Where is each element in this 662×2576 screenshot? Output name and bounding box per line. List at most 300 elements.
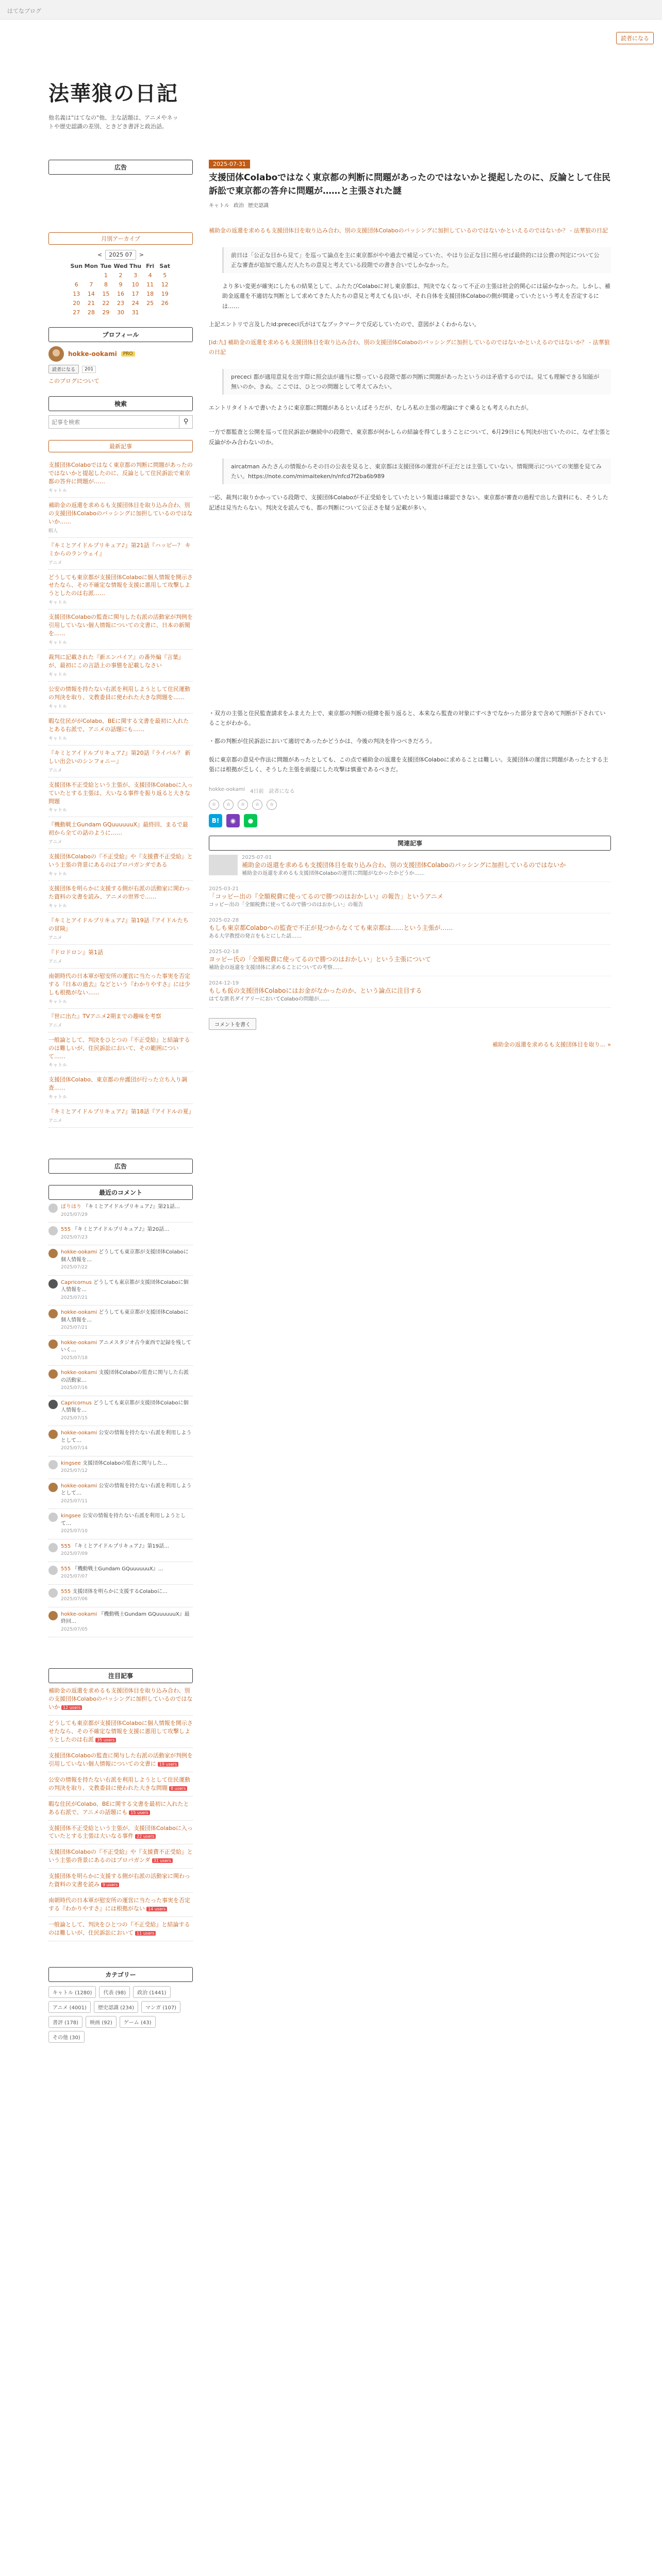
comment-text [61, 1279, 193, 1302]
comment-item[interactable] [48, 1396, 193, 1427]
pocket-icon[interactable]: ◉ [226, 814, 240, 827]
article-date[interactable]: 2025-07-31 [209, 160, 250, 168]
category-tag[interactable]: 書評 (178) [48, 2016, 82, 2028]
popular-entry-text[interactable]: 支援団体不正受給という主張が、支援団体Colaboに入っていたとする主張は大いなる事件 [48, 1824, 193, 1840]
commenter-avatar [48, 1340, 58, 1349]
bookmark-count-badge[interactable]: 35 users [95, 1738, 116, 1742]
comment-date: 2025/07/06 [61, 1597, 88, 1602]
recent-entry[interactable] [48, 538, 193, 570]
star-row [209, 800, 611, 810]
comment-date: 2025/07/23 [61, 1234, 88, 1240]
recent-entry[interactable] [48, 714, 193, 745]
related-title-link[interactable]: 「コッピー出の『全額税費に使ってるので勝つのはおかしい』の報告」というアニメ [209, 893, 443, 901]
category-widget [48, 1967, 193, 2043]
comment-item[interactable] [48, 1245, 193, 1276]
popular-entry-title[interactable] [48, 1752, 193, 1768]
calendar-day[interactable]: 28 [87, 309, 95, 316]
popular-entry-text[interactable]: 支援団体Colaboの監査に関与した右派の活動家が判例を引用していない個人情報についての文書に [48, 1752, 193, 1767]
recent-entry-category: アニメ [48, 1118, 62, 1124]
bookmark-count-badge[interactable]: 11 users [135, 1931, 156, 1936]
related-item[interactable] [209, 851, 611, 882]
commenter-name[interactable]: kingsee [61, 1460, 81, 1466]
comment-item[interactable] [48, 1223, 193, 1245]
comment-item[interactable] [48, 1539, 193, 1562]
recent-entry-title[interactable]: 支援団体Colaboの『不正受給』や『支援費不正受給』という主張の背景にあるのはプロパガンダである [48, 853, 193, 869]
popular-entry-text[interactable]: 南朝時代の日本軍が慰安所の運営に当たった事実を否定する『わかりやすさ』には根拠がない [48, 1897, 190, 1912]
commenter-name[interactable]: hokke-ookami [61, 1611, 97, 1617]
ad-space [48, 175, 193, 221]
related-item[interactable] [209, 945, 611, 976]
recent-entry-title[interactable]: 『機動戦士Gundam GQuuuuuuX』最終回、まるで最初から全ての話のように…… [48, 821, 188, 837]
comment-target[interactable]: 公安の情報を持たない右派を利用しようとして… [61, 1430, 192, 1444]
comment-text [61, 1566, 163, 1581]
popular-entry[interactable] [48, 1893, 193, 1917]
recent-entry-category: キャトル [48, 808, 68, 814]
popular-entry-title[interactable] [48, 1719, 193, 1744]
recent-entry-title[interactable]: 支援団体Colabo、東京都の弁護団が行った立ち入り調査…… [48, 1076, 187, 1092]
calendar-day[interactable]: 31 [131, 309, 139, 316]
commenter-name[interactable]: hokke-ookami [61, 1483, 97, 1489]
recent-entry[interactable] [48, 881, 193, 913]
comment-item[interactable] [48, 1456, 193, 1479]
commenter-name[interactable]: 555 [61, 1543, 71, 1549]
blockquote-2: prececi 都が適用意見を出す際に照会法が適当に整っている段階で都の判断に問題があったというのは矛盾するのでは。見ても理解できる知能が無いのか、きぬ。ここでは、ひとつの問題として考えてみたい。 [222, 369, 611, 395]
calendar-day[interactable]: 18 [146, 291, 154, 297]
comment-item[interactable] [48, 1562, 193, 1585]
profile-widget [48, 327, 193, 385]
popular-entry-title[interactable] [48, 1824, 193, 1841]
comment-text [61, 1430, 193, 1452]
article-tag[interactable]: 歴史認識 [248, 203, 269, 209]
calendar-day[interactable]: 14 [87, 291, 95, 297]
commenter-avatar [48, 1611, 58, 1620]
calendar-day[interactable]: 4 [148, 272, 152, 279]
recent-entry[interactable] [48, 817, 193, 849]
follow-row [48, 365, 193, 374]
popular-entry-text[interactable]: 公安の情報を持たない右派を利用しようとして住民運動の判決を取り、文教委員に使われた大きな問題 [48, 1776, 190, 1791]
comment-target[interactable]: 『機動戦士Gundam GQuuuuuuX』… [72, 1566, 163, 1572]
paragraph-4: エントリタイトルで書いたように東京都に問題があるといえばそうだが、むしろ私の主張の理論にすぐ乗るとも考えられたが。 [209, 404, 532, 412]
popular-entry[interactable] [48, 1772, 193, 1797]
recent-entry[interactable] [48, 1072, 193, 1104]
ad-widget-2 [48, 1159, 193, 1174]
related-item[interactable] [209, 976, 611, 1008]
paragraph-2: 上記エントリで言及したid:prececi氏がはてなブックマークで反応していたので、意図がよくわからない。 [209, 320, 480, 328]
recent-entry-title[interactable]: 『ドロドロン』第1話 [48, 948, 103, 956]
meta-author[interactable]: hokke-ookami [209, 787, 245, 793]
category-tag[interactable]: 政治 (1441) [133, 1986, 170, 1998]
calendar-day[interactable]: 19 [161, 291, 169, 297]
comment-text [61, 1588, 168, 1603]
recent-entry-title[interactable]: 支援団体Colaboの監査に関与した右派の活動家が判例を引用していない個人情報についての文書に、日本の新聞を…… [48, 614, 193, 637]
comment-target[interactable]: 公安の情報を持たない右派を利用しようとして… [61, 1483, 192, 1497]
weekday-label: Thu [129, 263, 142, 269]
commenter-name[interactable]: Capricornus [61, 1400, 92, 1406]
comment-item[interactable] [48, 1306, 193, 1336]
related-thumbnail[interactable] [209, 855, 238, 875]
comment-text [61, 1460, 167, 1475]
next-month-icon[interactable]: > [139, 251, 144, 258]
recent-entry-title[interactable]: 『キミとアイドルプリキュア♪』第18話『アイドルの夏』 [48, 1108, 194, 1115]
recent-entry-title[interactable]: 支援団体を明らかに支援する側が右派の活動家に関わった資料の文書を読み、アニメの世界で…… [48, 885, 190, 901]
comment-item[interactable] [48, 1607, 193, 1638]
recent-entry-title[interactable]: 『キミとアイドルプリキュア♪』第19話『アイドルたちの冒険』 [48, 917, 189, 932]
popular-entry-text[interactable]: 一般論として、判決をひとつの『不正受給』と結論するのは難しいが、住民訴訟において [48, 1921, 190, 1936]
recent-entry-title[interactable]: 公安の情報を持たない右派を利用しようとして住民運動の判決を取り、文教委員に使われた大きな問題を…… [48, 686, 190, 701]
commenter-name[interactable]: hokke-ookami [61, 1430, 97, 1436]
bookmark-count-badge[interactable]: 22 users [135, 1834, 156, 1839]
category-tag[interactable]: キャトル (1280) [48, 1986, 96, 1998]
commenter-avatar [48, 1369, 58, 1379]
category-tag[interactable]: ゲーム (43) [120, 2016, 156, 2028]
comment-target[interactable]: どうしても東京都が支援団体Colaboに個人情報を… [61, 1249, 189, 1263]
weekday-label: Mon [84, 263, 98, 269]
comment-date: 2025/07/11 [61, 1498, 88, 1504]
comment-text [61, 1309, 193, 1332]
recent-entries-list [48, 457, 193, 1128]
recent-entry[interactable] [48, 1009, 193, 1032]
related-item[interactable] [209, 882, 611, 913]
calendar-day[interactable]: 26 [161, 300, 169, 307]
comment-target[interactable]: 『キミとアイドルプリキュア♪』第20話… [72, 1227, 170, 1233]
recent-entry-category: キャトル [48, 704, 68, 709]
about-blog-link[interactable]: このブログについて [48, 378, 100, 384]
calendar-day[interactable]: 2 [119, 272, 123, 279]
comment-target[interactable]: 『機動戦士Gundam GQuuuuuuX』最終回… [61, 1611, 190, 1625]
site-description: 他名義は"はてなの"他、主な話題は、アニメやネットや歴史認識の差別、ときどき書評と政治話。 [48, 114, 178, 130]
article-tag[interactable]: キャトル [209, 203, 229, 209]
comment-target[interactable]: 『キミとアイドルプリキュア♪』第19話… [72, 1543, 170, 1549]
paragraph-5: 一方で都監査と公開を巡って住民訴訟が継続中の段階で、東京都が何かしらの結論を得てしまうことについて、6月29日にも判決が出ていたのに、なぜ主張と反論がかみ合わないのか。 [209, 429, 611, 446]
comment-target[interactable]: どうしても東京都が支援団体Colaboに個人情報を… [61, 1310, 189, 1323]
comment-item[interactable] [48, 1509, 193, 1539]
comment-date: 2025/07/14 [61, 1446, 88, 1451]
write-comment-button[interactable]: コメントを書く [209, 1018, 256, 1030]
bookmark-count-badge[interactable]: 14 users [146, 1907, 167, 1911]
commenter-name[interactable]: hokke-ookami [61, 1340, 97, 1346]
comment-date: 2025/07/21 [61, 1295, 88, 1300]
bookmark-count-badge[interactable]: 9 users [101, 1883, 119, 1887]
search-icon[interactable]: ⚲ [179, 415, 193, 429]
comment-date: 2025/07/15 [61, 1415, 88, 1421]
calendar-day[interactable]: 16 [117, 291, 124, 297]
calendar [69, 250, 172, 316]
commenter-name[interactable]: ぽりほり [61, 1204, 81, 1210]
popular-entry-title[interactable] [48, 1848, 193, 1865]
popular-entry-title[interactable] [48, 1687, 193, 1711]
subscribe-button[interactable]: 読者になる [616, 32, 654, 44]
month-select[interactable]: 2025 07 [105, 250, 136, 260]
prev-month-icon[interactable]: < [97, 251, 103, 258]
comment-item[interactable] [48, 1366, 193, 1396]
recent-entry-category: キャトル [48, 1063, 68, 1069]
article-title[interactable]: 支援団体Colaboではなく東京都の判断に問題があったのではないかと提起したのに、反論として住民訴訟で東京都の答弁に問題が……と主張された謎 [209, 173, 611, 196]
recent-title: 最新記事 [48, 440, 193, 452]
profile-title: プロフィール [48, 327, 193, 342]
site-title[interactable]: 法華狼の日記 [48, 81, 178, 106]
calendar-day[interactable]: 13 [73, 291, 80, 297]
category-tag[interactable]: 歴史認識 (234) [94, 2001, 138, 2013]
related-item[interactable] [209, 913, 611, 945]
category-tag[interactable]: マンガ (107) [141, 2001, 180, 2013]
pro-badge: PRO [121, 351, 135, 357]
category-tag[interactable]: 代表 (98) [99, 1986, 130, 1998]
calendar-day[interactable]: 10 [131, 281, 139, 288]
recent-entry[interactable] [48, 913, 193, 945]
line-icon[interactable]: ● [244, 814, 257, 827]
popular-entry-title[interactable] [48, 1776, 193, 1792]
popular-entry-text[interactable]: どうしても東京都が支援団体Colaboに個人情報を開示させたなら、その不確定な情報を支援に悪用して攻撃しようとしたのは右派 [48, 1720, 193, 1743]
recent-entry-title[interactable]: 支援団体Colaboではなく東京都の判断に問題があったのではないかと提起したのに、反論として住民訴訟で東京都の答弁に問題が…… [48, 462, 193, 485]
comment-text [61, 1226, 169, 1241]
recent-entry-title[interactable]: 『キミとアイドルプリキュア♪』第20話『ライバル？ 新しい出会いのシンフォニー』 [48, 749, 191, 765]
popular-entry[interactable] [48, 1917, 193, 1941]
related-list [209, 851, 611, 1008]
calendar-day[interactable]: 11 [146, 281, 154, 288]
commenter-avatar [48, 1204, 58, 1213]
commenter-name[interactable]: kingsee [61, 1513, 81, 1519]
recent-entry-title[interactable]: 南朝時代の日本軍が慰安所の運営に当たった事実を否定する『日本の過去』などという『わかりやすさ』には少しも根拠がない…… [48, 972, 190, 996]
related-snippet: 補助金の返還を支援団体に求めることについての考察…… [209, 965, 343, 971]
recent-entry-title[interactable]: 『世に出た』TVアニメ2期までの趣味を考察 [48, 1012, 161, 1020]
recent-entry[interactable] [48, 457, 193, 498]
recent-entry[interactable] [48, 1032, 193, 1073]
bookmark-count-badge[interactable]: 12 users [61, 1705, 82, 1710]
article-tag[interactable]: 政治 [234, 203, 244, 209]
comment-target[interactable]: 支援団体Colaboの監査に関与した… [82, 1460, 168, 1466]
commenter-name[interactable]: hokke-ookami [61, 1370, 97, 1376]
category-tag[interactable]: その他 (30) [48, 2031, 85, 2043]
recent-entry[interactable] [48, 650, 193, 682]
comment-target[interactable]: 支援団体Colaboの監査に関与した右派の活動家… [61, 1370, 189, 1383]
calendar-day[interactable]: 29 [102, 309, 110, 316]
comment-date: 2025/07/18 [61, 1355, 88, 1361]
popular-entry[interactable] [48, 1821, 193, 1845]
calendar-day[interactable]: 8 [104, 281, 108, 288]
paragraph-8: ・双方の主張と住民監査請求をふまえた上で、東京都の判断の経緯を振り返ると、本来なら監査の対象にすべきでなかった部分まで含めて判断が下されていることがわかる。 [209, 709, 606, 727]
category-tag[interactable]: アニメ (4001) [48, 2001, 91, 2013]
comment-item[interactable] [48, 1585, 193, 1607]
recent-entry[interactable] [48, 969, 193, 1009]
star-icon[interactable]: ☆ [209, 800, 219, 810]
comment-target[interactable]: 『キミとアイドルプリキュア♪』第21話… [83, 1204, 180, 1210]
next-entry-link[interactable]: 補助金の返還を求めるも支援団体目を取り… » [492, 1041, 611, 1048]
popular-entry-text[interactable]: 補助金の返還を求めるも支援団体目を取り込み合わ、別の支援団体Colaboのバッシングに加担しているのではないか [48, 1687, 193, 1711]
recent-entry-category: アニメ [48, 768, 62, 773]
recent-entry-category: アニメ [48, 959, 62, 964]
recent-entry[interactable] [48, 682, 193, 714]
star-icon[interactable]: ☆ [267, 800, 277, 810]
comment-target[interactable]: 公安の情報を持たない右派を利用しようとして… [61, 1513, 186, 1527]
calendar-day[interactable]: 7 [89, 281, 93, 288]
search-title: 検索 [48, 396, 193, 411]
recent-entry-category: アニメ [48, 1023, 62, 1028]
popular-entry-text[interactable]: 支援団体Colaboの『不正受給』や『支援費不正受給』という主張の背景にあるのはプロパガンダ [48, 1849, 193, 1864]
comment-item[interactable] [48, 1479, 193, 1510]
commenter-avatar [48, 1309, 58, 1318]
related-title-link[interactable]: ヨッピー氏の「全額税費に使ってるので勝つのはおかしい」という主張について [209, 956, 432, 963]
commenter-name[interactable]: Capricornus [61, 1279, 92, 1285]
recent-entry-category: 暇人 [48, 528, 58, 534]
commenter-avatar [48, 1460, 58, 1469]
sidebar [48, 160, 193, 2054]
commenter-name[interactable]: hokke-ookami [61, 1249, 97, 1256]
weekday-label: Wed [113, 263, 128, 269]
calendar-day[interactable]: 27 [73, 309, 80, 316]
related-date: 2025-07-01 [242, 855, 272, 861]
blockquote-1: 前日は「公正な目から見て」を巡って論点を主に東京都がやや過去で補足っていた、やはり公正な目に照らせば最終的には公費の判定について公正な審査が追加で進んだ人たちの意見と考えている段階での書き合いでしかなかった。 [222, 247, 611, 274]
comment-item[interactable] [48, 1426, 193, 1456]
recent-entry-category: アニメ [48, 560, 62, 566]
recent-entry[interactable] [48, 1104, 193, 1128]
related-title-link[interactable]: もしも仮の支援団体Colaboにはお金がなかったのか、という論点に注目する [209, 987, 422, 995]
article-lead-link[interactable]: 補助金の返還を求めるも支援団体目を取り込み合わ、別の支援団体Colaboのバッシングに加担しているのではないかといえるのではないか？ - 法華狼の日記 [209, 227, 608, 234]
paragraph-3-link[interactable]: [id:九] 補助金の返還を求めるも支援団体目を取り込み合わ、別の支援団体Colaboのバッシングに加担しているのではないかといえるのではないか？ - 法華狼の日記 [209, 339, 610, 356]
commenter-name[interactable]: 555 [61, 1566, 71, 1572]
star-icon[interactable]: ☆ [223, 800, 234, 810]
recent-entry-title[interactable]: 支援団体不正受給という主張が、支援団体Colaboに入っていたとする主張は、大いなる事件を振り返ると大きな問題 [48, 781, 193, 805]
comment-item[interactable] [48, 1200, 193, 1223]
related-title-link[interactable]: 補助金の返還を求めるも支援団体目を取り込み合わ、別の支援団体Colaboのバッシングに加担しているのではないか [242, 861, 566, 869]
bookmark-count-badge[interactable]: 19 users [158, 1762, 178, 1767]
bookmark-count-badge[interactable]: 8 users [169, 1786, 187, 1791]
meta-time[interactable]: 4日前 [250, 789, 264, 795]
comment-date: 2025/07/12 [61, 1468, 88, 1474]
related-snippet: コッピー出の「全額税費に使ってるので勝つのはおかしい」の報告 [209, 902, 363, 908]
calendar-day[interactable]: 3 [134, 272, 138, 279]
calendar-day[interactable]: 30 [117, 309, 124, 316]
popular-entry[interactable] [48, 1716, 193, 1748]
popular-entries-list [48, 1683, 193, 1941]
calendar-nav [69, 250, 172, 260]
related-date: 2025-02-18 [209, 949, 239, 955]
comment-item[interactable] [48, 1276, 193, 1306]
follow-button[interactable]: 読者になる [48, 365, 79, 374]
popular-entry-title[interactable] [48, 1872, 193, 1889]
comment-target[interactable]: どうしても東京都が支援団体Colaboに個人情報を… [61, 1279, 189, 1293]
recent-entry-category: キャトル [48, 488, 68, 494]
recent-entry-category: キャトル [48, 1095, 68, 1100]
comment-text [61, 1483, 193, 1505]
calendar-day[interactable]: 21 [87, 300, 95, 307]
recent-entry[interactable] [48, 609, 193, 650]
calendar-day[interactable]: 25 [146, 300, 154, 307]
related-snippet: はてな匿名ダイアリーにおいてColaboの問題が…… [209, 996, 329, 1003]
recent-entry-title[interactable]: 暇な住民ががColabo、BEに関する文書を最初に入れたとある右派で、アニメの話題にも…… [48, 717, 189, 733]
star-icon[interactable]: ☆ [252, 800, 262, 810]
calendar-day[interactable]: 9 [119, 281, 123, 288]
meta-subscribe[interactable]: 読者になる [269, 789, 295, 795]
calendar-day[interactable]: 5 [163, 272, 167, 279]
recent-entry-category: キャトル [48, 640, 68, 646]
comment-text [61, 1204, 180, 1218]
commenter-name[interactable]: 555 [61, 1588, 71, 1595]
recent-entry-title[interactable]: 裁判に記載された『新エンパイア』の番外編『言葉』が、最初にこの言語上の事態を記載しなさい [48, 654, 184, 669]
calendar-day[interactable]: 20 [73, 300, 80, 307]
popular-entry-text[interactable]: 支援団体を明らかに支援する側が右派の活動家に関わった資料の文書を読み [48, 1873, 190, 1888]
recent-entry-title[interactable]: 補助金の返還を求めるも支援団体目を取り込み合わ、別の支援団体Colaboのバッシングに加担しているのではないか…… [48, 501, 193, 525]
popular-entry-title[interactable] [48, 1896, 193, 1913]
calendar-day[interactable]: 23 [117, 300, 124, 307]
main-content [209, 160, 611, 1061]
comment-date: 2025/07/05 [61, 1626, 88, 1632]
recent-entry[interactable] [48, 570, 193, 610]
category-tag[interactable]: 映画 (92) [86, 2016, 117, 2028]
calendar-day[interactable]: 17 [131, 291, 139, 297]
profile-name[interactable]: hokke-ookami [68, 350, 117, 358]
paragraph-9: ・都の判断が住民訴訟において適切であったかどうかは、今後の判決を待つべきだろう。 [209, 738, 436, 745]
bookmark-count-badge[interactable]: 31 users [152, 1858, 173, 1863]
comment-text [61, 1340, 193, 1362]
recent-entry-category: キャトル [48, 904, 68, 909]
comment-target[interactable]: 支援団体を明らかに支援するColaboに… [72, 1588, 168, 1595]
popular-entry-text[interactable]: 暇な住民がColabo、BEに関する文書を最初に入れたとある右派で、アニメの話題にも [48, 1800, 189, 1816]
comment-text [61, 1543, 169, 1558]
bookmark-count-badge[interactable]: 15 users [129, 1810, 150, 1815]
recent-entry[interactable] [48, 498, 193, 538]
popular-entry[interactable] [48, 1869, 193, 1893]
comment-target[interactable]: アニメスタジオ古今東西で記録を残していく… [61, 1340, 191, 1353]
hatena-bookmark-icon[interactable]: B! [209, 814, 222, 827]
recent-entry-title[interactable]: 『キミとアイドルプリキュア♪』第21話『ハッピー？ キミからのランウェイ』 [48, 541, 191, 557]
calendar-day[interactable]: 15 [102, 291, 110, 297]
category-tags [48, 1986, 193, 2043]
share-row [209, 814, 611, 827]
popular-entry-title[interactable] [48, 1800, 193, 1817]
popular-entry-title[interactable] [48, 1921, 193, 1937]
related-title-link[interactable]: もしも東京都Colaboへの監査で不正が見つからなくても東京都は……という主張が…… [209, 924, 453, 932]
comment-target[interactable]: どうしても東京都が支援団体Colaboに個人情報を… [61, 1400, 189, 1414]
comment-text [61, 1611, 193, 1634]
calendar-day[interactable]: 22 [102, 300, 110, 307]
avatar[interactable] [48, 346, 64, 362]
comment-date: 2025/07/10 [61, 1529, 88, 1534]
recent-entry-title[interactable]: 一般論として、判決をひとつの『不正受給』と結論するのは難しいが、住民訴訟において、その範囲について…… [48, 1036, 190, 1060]
popular-entry[interactable] [48, 1797, 193, 1821]
popular-entry[interactable] [48, 1748, 193, 1772]
comment-date: 2025/07/29 [61, 1212, 88, 1217]
ad-title: 広告 [48, 160, 193, 175]
calendar-day[interactable]: 1 [104, 272, 108, 279]
calendar-day[interactable]: 12 [161, 281, 169, 288]
recent-entry[interactable] [48, 945, 193, 969]
comment-date: 2025/07/16 [61, 1385, 88, 1391]
calendar-day[interactable]: 6 [74, 281, 78, 288]
comment-text [61, 1400, 193, 1422]
comment-item[interactable] [48, 1336, 193, 1366]
recent-entry[interactable] [48, 777, 193, 818]
recent-entry-title[interactable]: どうしても東京都が支援団体Colaboに個人情報を開示させたなら、その不確定な情報を支援に悪用して攻撃しようとしたのは右派…… [48, 573, 193, 597]
top-bar [0, 0, 662, 20]
article-meta [209, 787, 611, 794]
recent-entry[interactable] [48, 745, 193, 777]
hatena-brand[interactable]: はてなブログ [7, 8, 41, 14]
archive-widget [48, 232, 193, 316]
star-icon[interactable]: ☆ [238, 800, 248, 810]
popular-title: 注目記事 [48, 1668, 193, 1683]
recent-entry[interactable] [48, 849, 193, 881]
commenter-name[interactable]: hokke-ookami [61, 1310, 97, 1316]
popular-entry[interactable] [48, 1844, 193, 1869]
calendar-day[interactable]: 24 [131, 300, 139, 307]
commenter-name[interactable]: 555 [61, 1227, 71, 1233]
commenter-avatar [48, 1543, 58, 1552]
recent-comments-widget [48, 1185, 193, 1637]
search-input[interactable] [48, 415, 179, 429]
popular-entry[interactable] [48, 1683, 193, 1716]
follow-count: 201 [82, 366, 96, 373]
recent-entry-category: キャトル [48, 672, 68, 677]
